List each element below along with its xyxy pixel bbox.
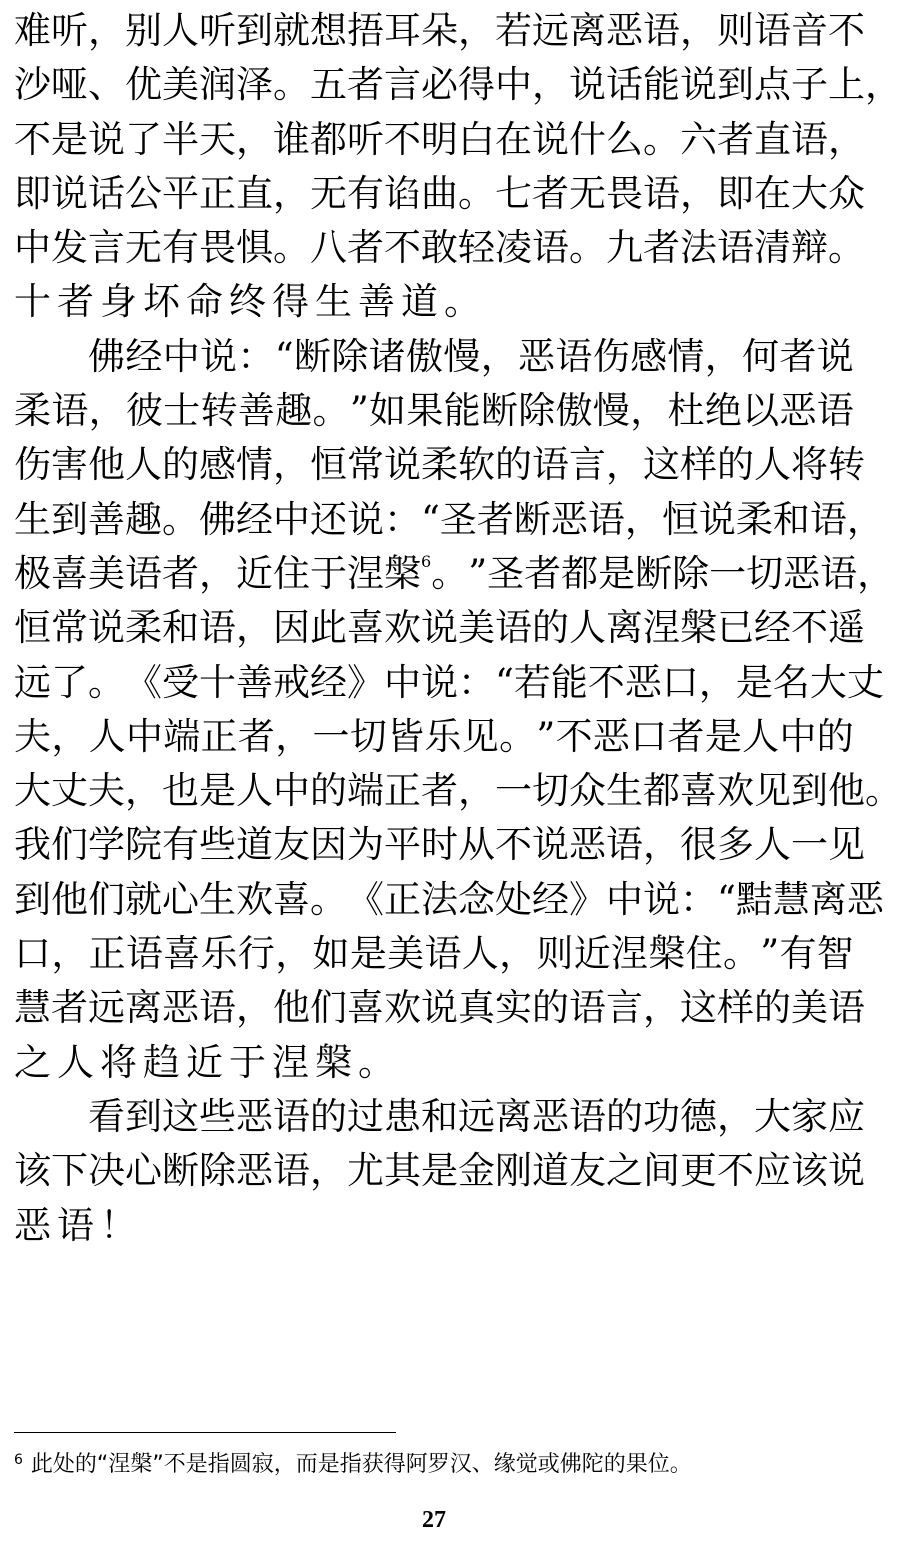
text-line: 佛 经 中 说 ： “ 断 除 诸 傲 慢 ， 恶 语 伤 感 情 ， 何 者 说: [88, 334, 854, 378]
text-line: 沙 哑 、 优 美 润 泽 。 五 者 言 必 得 中 ， 说 话 能 说 到 点 子 上 ，: [14, 63, 902, 107]
text-line: 该 下 决 心 断 除 恶 语 ， 尤 其 是 金 刚 道 友 之 间 更 不 应 该 说: [14, 1149, 865, 1193]
text-line: 之 人 将 趋 近 于 涅 槃 。: [14, 1040, 395, 1084]
text-line: 看 到 这 些 恶 语 的 过 患 和 远 离 恶 语 的 功 德 ， 大 家 应: [88, 1094, 865, 1138]
text-line: 慧 者 远 离 恶 语 ， 他 们 喜 欢 说 真 实 的 语 言 ， 这 样 的 美 语: [14, 986, 865, 1030]
text-line: 我 们 学 院 有 些 道 友 因 为 平 时 从 不 说 恶 语 ， 很 多 人 一 见: [14, 823, 865, 867]
footnote: [14, 1450, 692, 1480]
footnote-text: 此处的“涅槃”不是指圆寂，而是指获得阿罗汉、缘觉或佛陀的果位。: [30, 1452, 692, 1477]
text-line: 十 者 身 坏 命 终 得 生 善 道 。: [14, 280, 481, 324]
text-line: 伤 害 他 人 的 感 情 ， 恒 常 说 柔 软 的 语 言 ， 这 样 的 人 将 转: [14, 443, 865, 487]
text-line: 不 是 说 了 半 天 ， 谁 都 听 不 明 白 在 说 什 么 。 六 者 直 语 ，: [14, 117, 865, 161]
text-line: 到 他 们 就 心 生 欢 喜 。 《 正 法 念 处 经 》 中 说 ： “ 黠 慧 离 恶: [14, 877, 884, 921]
text-line: 即 说 话 公 平 正 直 ， 无 有 谄 曲 。 七 者 无 畏 语 ， 即 在 大 众: [14, 171, 865, 215]
footnote-separator: [14, 1432, 396, 1433]
main-text: [14, 4, 902, 1253]
text-line: 口 ， 正 语 喜 乐 行 ， 如 是 美 语 人 ， 则 近 涅 槃 住 。 ” 有 智: [14, 932, 854, 976]
footnote-number: 6: [14, 1452, 23, 1468]
text-line: 极 喜 美 语 者 ， 近 住 于 涅 槃 6 。 ” 圣 者 都 是 断 除 一 切 恶 语 ，: [14, 547, 854, 601]
text-line: 大 丈 夫 ， 也 是 人 中 的 端 正 者 ， 一 切 众 生 都 喜 欢 见 到 他 。: [14, 769, 902, 813]
text-line: 恶 语 ！: [14, 1203, 137, 1247]
text-line: 远 了 。 《 受 十 善 戒 经 》 中 说 ： “ 若 能 不 恶 口 ， 是 名 大 丈: [14, 660, 884, 704]
page-number: 27: [422, 1507, 446, 1533]
text-line: 恒 常 说 柔 和 语 ， 因 此 喜 欢 说 美 语 的 人 离 涅 槃 已 经 不 遥: [14, 606, 865, 650]
text-line: 柔 语 ， 彼 士 转 善 趣 。 ” 如 果 能 断 除 傲 慢 ， 杜 绝 以 恶 语: [14, 389, 854, 433]
text-line: 中 发 言 无 有 畏 惧 。 八 者 不 敢 轻 凌 语 。 九 者 法 语 清 辩 。: [14, 226, 865, 270]
footnote-reference[interactable]: 6: [421, 551, 432, 571]
text-line: 夫 ， 人 中 端 正 者 ， 一 切 皆 乐 见 。 ” 不 恶 口 者 是 人 中 的: [14, 714, 854, 758]
text-line: 难 听 ， 别 人 听 到 就 想 捂 耳 朵 ， 若 远 离 恶 语 ， 则 语 音 不: [14, 9, 865, 52]
text-line: 生 到 善 趣 。 佛 经 中 还 说 ： “ 圣 者 断 恶 语 ， 恒 说 柔 和 语 ，: [14, 497, 884, 541]
